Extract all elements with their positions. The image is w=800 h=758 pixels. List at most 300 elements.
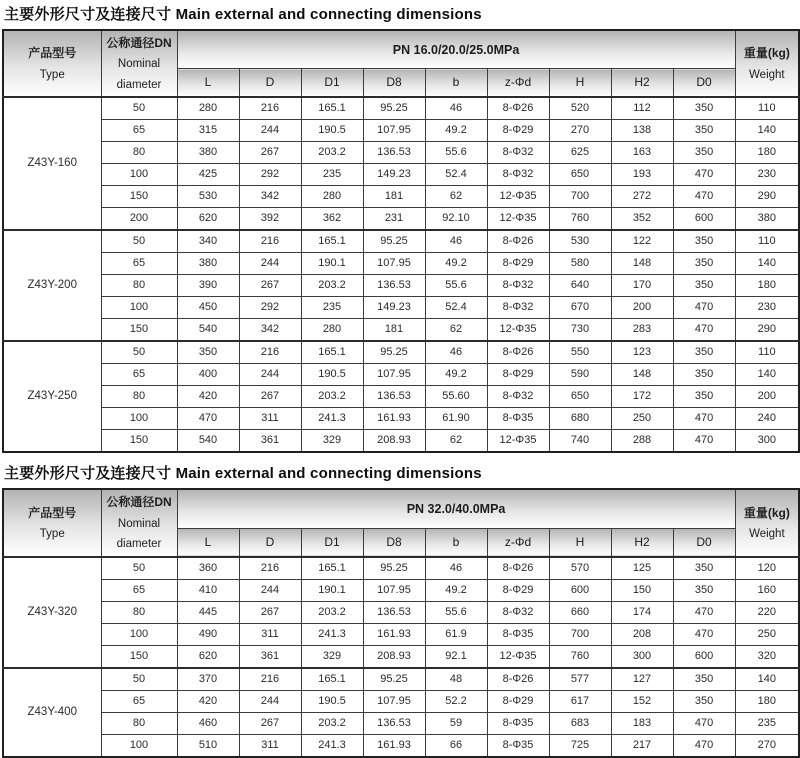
value-cell: 216 xyxy=(239,668,301,691)
value-cell: 267 xyxy=(239,601,301,623)
weight-cell: 220 xyxy=(735,601,799,623)
value-cell: 390 xyxy=(177,275,239,297)
type-cell: Z43Y-320 xyxy=(3,557,101,668)
value-cell: 640 xyxy=(549,275,611,297)
value-cell: 361 xyxy=(239,645,301,668)
value-cell: 8-Φ32 xyxy=(487,142,549,164)
value-cell: 244 xyxy=(239,364,301,386)
value-cell: 267 xyxy=(239,386,301,408)
table-row xyxy=(3,712,799,734)
dn-cell: 50 xyxy=(101,341,177,364)
value-cell: 470 xyxy=(177,408,239,430)
value-cell: 550 xyxy=(549,341,611,364)
value-cell: 241.3 xyxy=(301,623,363,645)
value-cell: 625 xyxy=(549,142,611,164)
value-cell: 52.2 xyxy=(425,690,487,712)
dn-cell: 65 xyxy=(101,579,177,601)
value-cell: 380 xyxy=(177,253,239,275)
weight-header-zh: 重量(kg) xyxy=(743,46,790,61)
value-cell: 620 xyxy=(177,645,239,668)
value-cell: 244 xyxy=(239,579,301,601)
value-cell: 292 xyxy=(239,164,301,186)
dn-header-en: diameter xyxy=(116,538,162,551)
table-row xyxy=(3,142,799,164)
value-cell: 8-Φ32 xyxy=(487,275,549,297)
value-cell: 203.2 xyxy=(301,275,363,297)
table-row xyxy=(3,430,799,453)
value-cell: 362 xyxy=(301,208,363,231)
weight-cell: 160 xyxy=(735,579,799,601)
value-cell: 136.53 xyxy=(363,386,425,408)
dim-column-header: D8 xyxy=(363,69,425,98)
value-cell: 190.1 xyxy=(301,579,363,601)
dn-cell: 80 xyxy=(101,601,177,623)
value-cell: 350 xyxy=(673,386,735,408)
value-cell: 8-Φ29 xyxy=(487,364,549,386)
dn-cell: 80 xyxy=(101,712,177,734)
value-cell: 420 xyxy=(177,386,239,408)
value-cell: 149.23 xyxy=(363,164,425,186)
value-cell: 617 xyxy=(549,690,611,712)
value-cell: 280 xyxy=(301,186,363,208)
weight-column-header xyxy=(735,489,799,556)
value-cell: 107.95 xyxy=(363,120,425,142)
value-cell: 350 xyxy=(673,690,735,712)
table-row xyxy=(3,164,799,186)
value-cell: 530 xyxy=(177,186,239,208)
weight-cell: 140 xyxy=(735,668,799,691)
header-row-1 xyxy=(3,30,799,69)
value-cell: 470 xyxy=(673,164,735,186)
weight-cell: 230 xyxy=(735,164,799,186)
value-cell: 470 xyxy=(673,319,735,342)
value-cell: 283 xyxy=(611,319,673,342)
value-cell: 350 xyxy=(673,579,735,601)
value-cell: 165.1 xyxy=(301,668,363,691)
type-column-header xyxy=(3,30,101,97)
table-row xyxy=(3,341,799,364)
value-cell: 8-Φ26 xyxy=(487,97,549,120)
table-row xyxy=(3,668,799,691)
value-cell: 670 xyxy=(549,297,611,319)
value-cell: 95.25 xyxy=(363,97,425,120)
value-cell: 208 xyxy=(611,623,673,645)
value-cell: 350 xyxy=(673,341,735,364)
value-cell: 350 xyxy=(673,557,735,580)
value-cell: 267 xyxy=(239,275,301,297)
table-row xyxy=(3,208,799,231)
value-cell: 55.6 xyxy=(425,142,487,164)
value-cell: 152 xyxy=(611,690,673,712)
table-row xyxy=(3,319,799,342)
dn-cell: 80 xyxy=(101,275,177,297)
weight-cell: 110 xyxy=(735,97,799,120)
value-cell: 112 xyxy=(611,97,673,120)
value-cell: 149.23 xyxy=(363,297,425,319)
value-cell: 12-Φ35 xyxy=(487,208,549,231)
value-cell: 445 xyxy=(177,601,239,623)
value-cell: 216 xyxy=(239,341,301,364)
weight-cell: 235 xyxy=(735,712,799,734)
value-cell: 8-Φ35 xyxy=(487,712,549,734)
value-cell: 136.53 xyxy=(363,142,425,164)
dn-cell: 150 xyxy=(101,430,177,453)
value-cell: 530 xyxy=(549,230,611,253)
dn-cell: 100 xyxy=(101,623,177,645)
value-cell: 190.1 xyxy=(301,253,363,275)
type-cell: Z43Y-160 xyxy=(3,97,101,230)
dn-column-header xyxy=(101,489,177,556)
dim-column-header: H2 xyxy=(611,69,673,98)
value-cell: 92.10 xyxy=(425,208,487,231)
dim-column-header: L xyxy=(177,69,239,98)
value-cell: 470 xyxy=(673,297,735,319)
dn-cell: 100 xyxy=(101,734,177,757)
header-row-1 xyxy=(3,489,799,528)
weight-cell: 140 xyxy=(735,120,799,142)
value-cell: 292 xyxy=(239,297,301,319)
value-cell: 170 xyxy=(611,275,673,297)
table-row xyxy=(3,120,799,142)
value-cell: 138 xyxy=(611,120,673,142)
value-cell: 342 xyxy=(239,186,301,208)
value-cell: 61.9 xyxy=(425,623,487,645)
value-cell: 361 xyxy=(239,430,301,453)
dn-header-en: diameter xyxy=(116,78,162,91)
value-cell: 329 xyxy=(301,645,363,668)
value-cell: 203.2 xyxy=(301,601,363,623)
dim-column-header: H xyxy=(549,69,611,98)
weight-cell: 320 xyxy=(735,645,799,668)
value-cell: 270 xyxy=(549,120,611,142)
dn-cell: 150 xyxy=(101,319,177,342)
value-cell: 8-Φ29 xyxy=(487,690,549,712)
value-cell: 52.4 xyxy=(425,164,487,186)
value-cell: 350 xyxy=(177,341,239,364)
value-cell: 600 xyxy=(673,645,735,668)
value-cell: 107.95 xyxy=(363,690,425,712)
value-cell: 420 xyxy=(177,690,239,712)
value-cell: 425 xyxy=(177,164,239,186)
table-row xyxy=(3,364,799,386)
dn-header-en: Nominal xyxy=(117,517,161,530)
dn-cell: 65 xyxy=(101,364,177,386)
weight-cell: 230 xyxy=(735,297,799,319)
value-cell: 150 xyxy=(611,579,673,601)
table-row xyxy=(3,601,799,623)
value-cell: 136.53 xyxy=(363,601,425,623)
value-cell: 190.5 xyxy=(301,690,363,712)
type-header-en: Type xyxy=(39,528,65,541)
value-cell: 125 xyxy=(611,557,673,580)
value-cell: 107.95 xyxy=(363,253,425,275)
value-cell: 136.53 xyxy=(363,275,425,297)
value-cell: 208.93 xyxy=(363,645,425,668)
type-header-en: Type xyxy=(39,68,65,81)
value-cell: 190.5 xyxy=(301,120,363,142)
value-cell: 48 xyxy=(425,668,487,691)
value-cell: 95.25 xyxy=(363,230,425,253)
weight-cell: 250 xyxy=(735,623,799,645)
value-cell: 12-Φ35 xyxy=(487,186,549,208)
value-cell: 8-Φ35 xyxy=(487,408,549,430)
table-row xyxy=(3,557,799,580)
value-cell: 49.2 xyxy=(425,364,487,386)
weight-cell: 110 xyxy=(735,341,799,364)
dn-cell: 50 xyxy=(101,97,177,120)
table-row xyxy=(3,386,799,408)
value-cell: 590 xyxy=(549,364,611,386)
pn-group-header: PN 32.0/40.0MPa xyxy=(177,489,735,528)
value-cell: 203.2 xyxy=(301,712,363,734)
value-cell: 241.3 xyxy=(301,734,363,757)
value-cell: 470 xyxy=(673,712,735,734)
value-cell: 340 xyxy=(177,230,239,253)
value-cell: 123 xyxy=(611,341,673,364)
value-cell: 244 xyxy=(239,253,301,275)
value-cell: 127 xyxy=(611,668,673,691)
value-cell: 650 xyxy=(549,386,611,408)
value-cell: 241.3 xyxy=(301,408,363,430)
value-cell: 46 xyxy=(425,97,487,120)
dimension-table-2 xyxy=(2,488,798,757)
dn-cell: 100 xyxy=(101,297,177,319)
value-cell: 161.93 xyxy=(363,734,425,757)
value-cell: 165.1 xyxy=(301,230,363,253)
value-cell: 174 xyxy=(611,601,673,623)
value-cell: 122 xyxy=(611,230,673,253)
value-cell: 95.25 xyxy=(363,668,425,691)
value-cell: 8-Φ29 xyxy=(487,579,549,601)
weight-cell: 180 xyxy=(735,142,799,164)
type-cell: Z43Y-200 xyxy=(3,230,101,341)
value-cell: 350 xyxy=(673,668,735,691)
value-cell: 725 xyxy=(549,734,611,757)
dim-column-header: D xyxy=(239,69,301,98)
value-cell: 311 xyxy=(239,734,301,757)
dim-column-header: b xyxy=(425,69,487,98)
value-cell: 61.90 xyxy=(425,408,487,430)
value-cell: 148 xyxy=(611,253,673,275)
value-cell: 311 xyxy=(239,623,301,645)
dn-header-en: Nominal xyxy=(117,58,161,71)
value-cell: 148 xyxy=(611,364,673,386)
value-cell: 193 xyxy=(611,164,673,186)
value-cell: 216 xyxy=(239,97,301,120)
value-cell: 350 xyxy=(673,97,735,120)
weight-cell: 300 xyxy=(735,430,799,453)
value-cell: 352 xyxy=(611,208,673,231)
value-cell: 8-Φ29 xyxy=(487,120,549,142)
value-cell: 600 xyxy=(673,208,735,231)
table-row xyxy=(3,408,799,430)
value-cell: 267 xyxy=(239,712,301,734)
type-cell: Z43Y-250 xyxy=(3,341,101,452)
value-cell: 216 xyxy=(239,230,301,253)
value-cell: 700 xyxy=(549,186,611,208)
dn-cell: 150 xyxy=(101,186,177,208)
value-cell: 470 xyxy=(673,430,735,453)
dn-cell: 65 xyxy=(101,120,177,142)
value-cell: 350 xyxy=(673,275,735,297)
value-cell: 235 xyxy=(301,297,363,319)
value-cell: 163 xyxy=(611,142,673,164)
value-cell: 577 xyxy=(549,668,611,691)
table-row xyxy=(3,230,799,253)
value-cell: 107.95 xyxy=(363,364,425,386)
value-cell: 410 xyxy=(177,579,239,601)
weight-cell: 120 xyxy=(735,557,799,580)
value-cell: 280 xyxy=(177,97,239,120)
dimension-table-section-1 xyxy=(2,3,798,453)
dn-cell: 50 xyxy=(101,668,177,691)
type-header-zh: 产品型号 xyxy=(28,46,77,61)
value-cell: 350 xyxy=(673,230,735,253)
value-cell: 520 xyxy=(549,97,611,120)
value-cell: 161.93 xyxy=(363,408,425,430)
value-cell: 244 xyxy=(239,120,301,142)
value-cell: 600 xyxy=(549,579,611,601)
value-cell: 55.6 xyxy=(425,275,487,297)
value-cell: 360 xyxy=(177,557,239,580)
value-cell: 172 xyxy=(611,386,673,408)
dimensions-table xyxy=(2,29,800,453)
value-cell: 200 xyxy=(611,297,673,319)
dim-column-header: D xyxy=(239,528,301,557)
value-cell: 55.6 xyxy=(425,601,487,623)
value-cell: 730 xyxy=(549,319,611,342)
value-cell: 620 xyxy=(177,208,239,231)
weight-column-header xyxy=(735,30,799,97)
dim-column-header: D1 xyxy=(301,528,363,557)
dim-column-header: z-Φd xyxy=(487,69,549,98)
value-cell: 55.60 xyxy=(425,386,487,408)
value-cell: 59 xyxy=(425,712,487,734)
value-cell: 288 xyxy=(611,430,673,453)
dn-cell: 100 xyxy=(101,408,177,430)
dim-column-header: b xyxy=(425,528,487,557)
value-cell: 62 xyxy=(425,186,487,208)
table-title: 主要外形尺寸及连接尺寸 Main external and connecting dimensions xyxy=(4,6,482,23)
value-cell: 8-Φ26 xyxy=(487,341,549,364)
table-row xyxy=(3,645,799,668)
weight-cell: 380 xyxy=(735,208,799,231)
value-cell: 52.4 xyxy=(425,297,487,319)
value-cell: 470 xyxy=(673,734,735,757)
value-cell: 540 xyxy=(177,430,239,453)
dim-column-header: D0 xyxy=(673,528,735,557)
dim-column-header: z-Φd xyxy=(487,528,549,557)
weight-cell: 140 xyxy=(735,364,799,386)
value-cell: 272 xyxy=(611,186,673,208)
dn-cell: 100 xyxy=(101,164,177,186)
dn-cell: 65 xyxy=(101,253,177,275)
value-cell: 660 xyxy=(549,601,611,623)
dimension-table-1 xyxy=(2,29,798,453)
value-cell: 136.53 xyxy=(363,712,425,734)
value-cell: 92.1 xyxy=(425,645,487,668)
weight-cell: 110 xyxy=(735,230,799,253)
value-cell: 350 xyxy=(673,120,735,142)
dimension-table-section-2 xyxy=(2,462,798,757)
value-cell: 203.2 xyxy=(301,386,363,408)
weight-cell: 200 xyxy=(735,386,799,408)
value-cell: 311 xyxy=(239,408,301,430)
table-row xyxy=(3,275,799,297)
value-cell: 350 xyxy=(673,142,735,164)
value-cell: 49.2 xyxy=(425,579,487,601)
value-cell: 570 xyxy=(549,557,611,580)
value-cell: 470 xyxy=(673,408,735,430)
value-cell: 8-Φ32 xyxy=(487,601,549,623)
pn-group-header: PN 16.0/20.0/25.0MPa xyxy=(177,30,735,69)
value-cell: 329 xyxy=(301,430,363,453)
value-cell: 181 xyxy=(363,319,425,342)
dn-cell: 80 xyxy=(101,386,177,408)
type-cell: Z43Y-400 xyxy=(3,668,101,757)
value-cell: 181 xyxy=(363,186,425,208)
dim-column-header: D0 xyxy=(673,69,735,98)
value-cell: 8-Φ32 xyxy=(487,297,549,319)
dn-cell: 65 xyxy=(101,690,177,712)
value-cell: 216 xyxy=(239,557,301,580)
value-cell: 580 xyxy=(549,253,611,275)
value-cell: 107.95 xyxy=(363,579,425,601)
value-cell: 350 xyxy=(673,364,735,386)
weight-header-en: Weight xyxy=(749,68,785,81)
value-cell: 370 xyxy=(177,668,239,691)
table-row xyxy=(3,186,799,208)
value-cell: 161.93 xyxy=(363,623,425,645)
dimensions-table xyxy=(2,488,800,757)
value-cell: 490 xyxy=(177,623,239,645)
dn-cell: 80 xyxy=(101,142,177,164)
dim-column-header: D1 xyxy=(301,69,363,98)
value-cell: 460 xyxy=(177,712,239,734)
dn-cell: 150 xyxy=(101,645,177,668)
table-row xyxy=(3,690,799,712)
value-cell: 203.2 xyxy=(301,142,363,164)
value-cell: 350 xyxy=(673,253,735,275)
table-row xyxy=(3,734,799,757)
value-cell: 231 xyxy=(363,208,425,231)
value-cell: 8-Φ26 xyxy=(487,557,549,580)
table-row xyxy=(3,623,799,645)
weight-cell: 180 xyxy=(735,690,799,712)
weight-cell: 240 xyxy=(735,408,799,430)
dim-column-header: H2 xyxy=(611,528,673,557)
value-cell: 165.1 xyxy=(301,557,363,580)
value-cell: 280 xyxy=(301,319,363,342)
value-cell: 46 xyxy=(425,341,487,364)
value-cell: 49.2 xyxy=(425,120,487,142)
value-cell: 12-Φ35 xyxy=(487,430,549,453)
value-cell: 217 xyxy=(611,734,673,757)
value-cell: 470 xyxy=(673,623,735,645)
value-cell: 760 xyxy=(549,208,611,231)
weight-cell: 290 xyxy=(735,319,799,342)
type-header-zh: 产品型号 xyxy=(28,505,77,520)
value-cell: 8-Φ35 xyxy=(487,734,549,757)
value-cell: 8-Φ29 xyxy=(487,253,549,275)
value-cell: 8-Φ26 xyxy=(487,230,549,253)
dim-column-header: H xyxy=(549,528,611,557)
table-title: 主要外形尺寸及连接尺寸 Main external and connecting dimensions xyxy=(4,465,482,483)
value-cell: 46 xyxy=(425,230,487,253)
value-cell: 165.1 xyxy=(301,97,363,120)
value-cell: 165.1 xyxy=(301,341,363,364)
value-cell: 450 xyxy=(177,297,239,319)
